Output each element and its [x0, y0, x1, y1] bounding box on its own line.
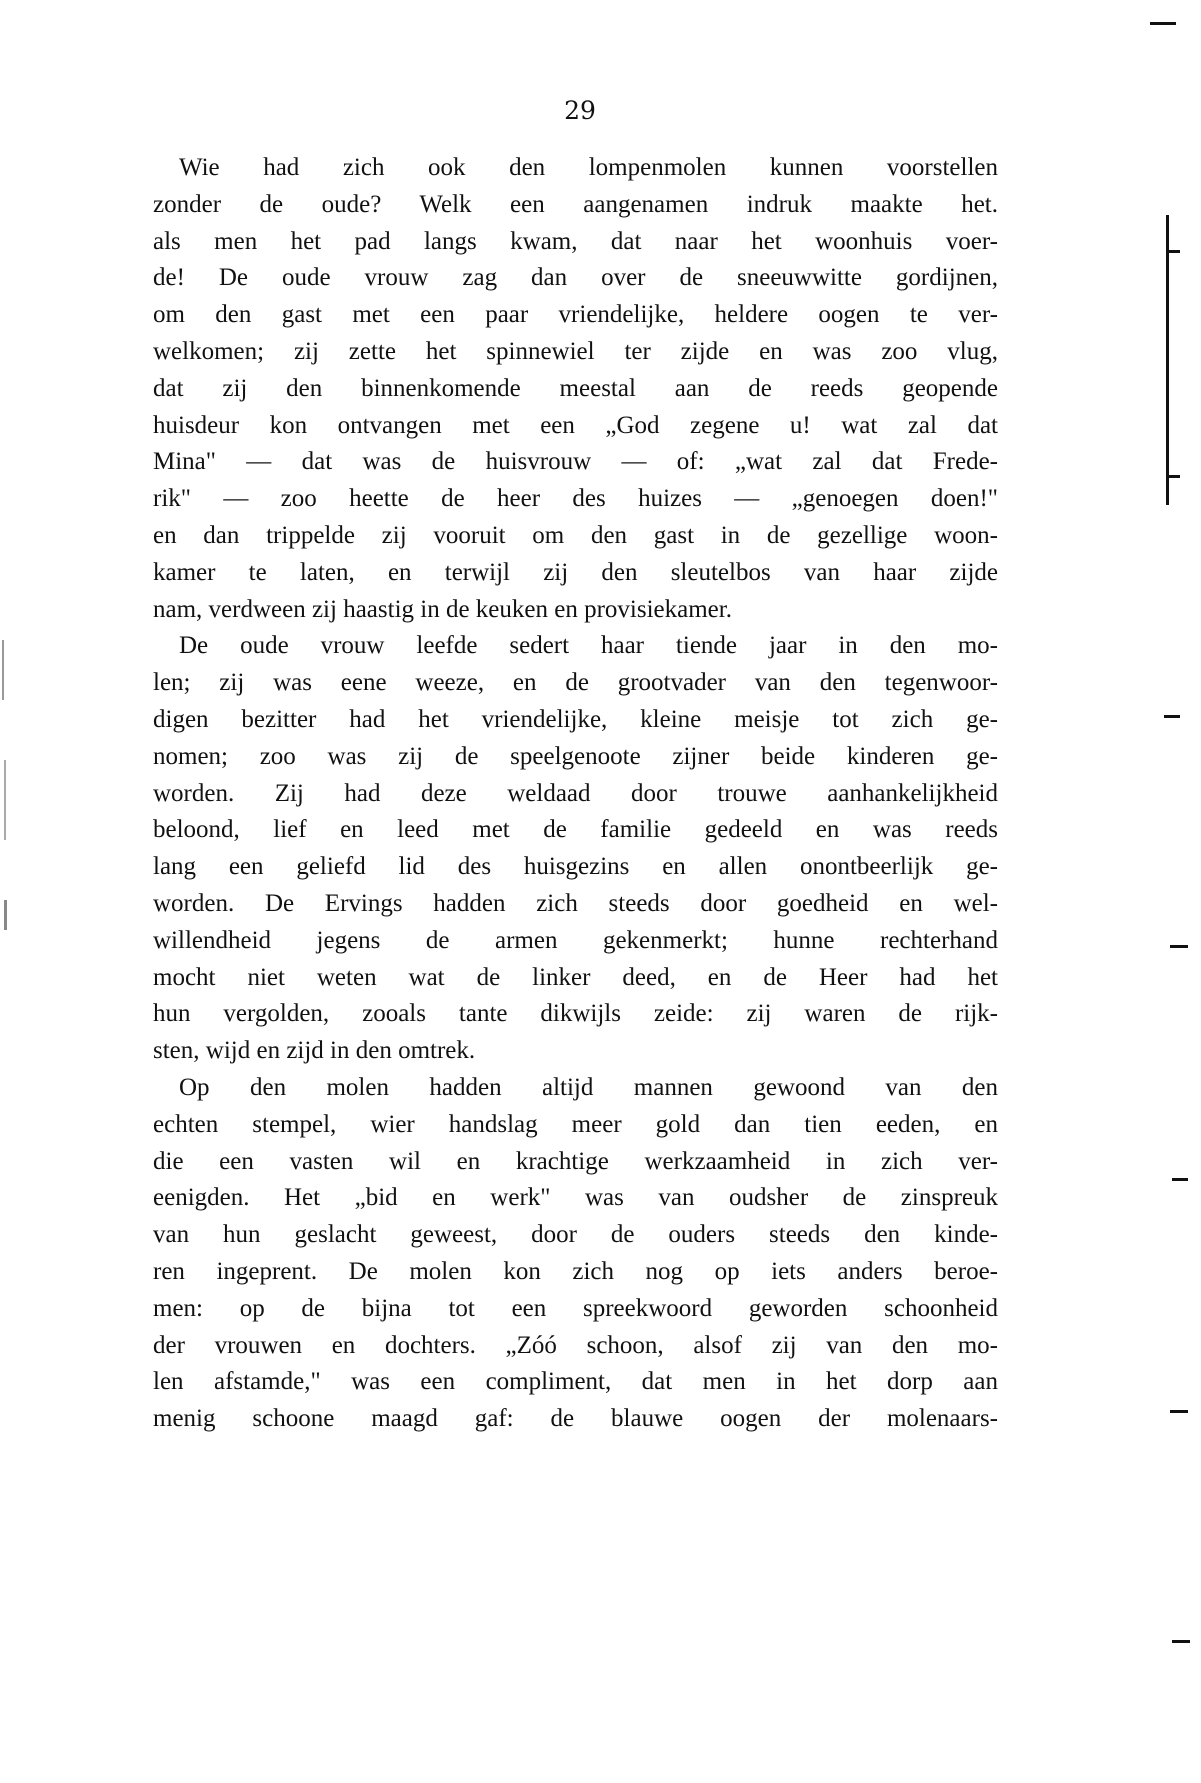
text-line: men: op de bijna tot een spreekwoord geworden schoonheid — [153, 1294, 998, 1322]
text-line: zonder de oude? Welk een aangenamen indruk maakte het. — [153, 190, 998, 218]
text-line: ren ingeprent. De molen kon zich nog op iets anders beroe- — [153, 1257, 998, 1285]
text-line: lang een geliefd lid des huisgezins en allen onontbeerlijk ge- — [153, 853, 998, 881]
text-line: nomen; zoo was zij de speelgenoote zijner beide kinderen ge- — [153, 742, 998, 770]
text-line: Mina" — dat was de huisvrouw — of: „wat zal dat Frede- — [153, 448, 998, 476]
text-line: worden. De Ervings hadden zich steeds door goedheid en wel- — [153, 889, 998, 917]
text-line: rik" — zoo heette de heer des huizes — „genoegen doen!" — [153, 485, 998, 513]
text-line: worden. Zij had deze weldaad door trouwe aanhankelijkheid — [153, 779, 998, 807]
text-line: willendheid jegens de armen gekenmerkt; hunne rechterhand — [153, 926, 998, 954]
text-line: echten stempel, wier handslag meer gold dan tien eeden, en — [153, 1110, 998, 1138]
text-line: digen bezitter had het vriendelijke, kleine meisje tot zich ge- — [153, 705, 998, 733]
text-line: kamer te laten, en terwijl zij den sleutelbos van haar zijde — [153, 558, 998, 586]
text-line: sten, wijd en zijd in den omtrek. — [153, 1037, 476, 1065]
scan-artifact — [1172, 1640, 1190, 1643]
scan-artifact — [4, 760, 6, 840]
text-line: huisdeur kon ontvangen met een „God zegene u! wat zal dat — [153, 411, 998, 439]
text-line: Op den molen hadden altijd mannen gewoond van den — [179, 1073, 998, 1101]
text-line: der vrouwen en dochters. „Zóó schoon, alsof zij van den mo- — [153, 1331, 998, 1359]
text-line: de! De oude vrouw zag dan over de sneeuwwitte gordijnen, — [153, 264, 998, 292]
scan-artifact — [1166, 215, 1169, 505]
text-line: len afstamde," was een compliment, dat men in het dorp aan — [153, 1368, 998, 1396]
text-line: menig schoone maagd gaf: de blauwe oogen der molenaars- — [153, 1405, 998, 1433]
text-line: Wie had zich ook den lompenmolen kunnen voorstellen — [179, 154, 998, 181]
text-line: en dan trippelde zij vooruit om den gast in de gezellige woon- — [153, 521, 998, 549]
scan-artifact — [1172, 1178, 1188, 1181]
scan-artifact — [1166, 250, 1180, 253]
page-number: 29 — [564, 96, 596, 125]
text-line: De oude vrouw leefde sedert haar tiende jaar in den mo- — [179, 632, 998, 660]
scan-artifact — [1150, 22, 1176, 25]
body-text — [153, 150, 998, 1438]
scan-artifact — [1170, 1410, 1188, 1413]
text-line: om den gast met een paar vriendelijke, heldere oogen te ver- — [153, 301, 998, 329]
text-line: als men het pad langs kwam, dat naar het woonhuis voer- — [153, 227, 998, 255]
scan-artifact — [1166, 475, 1180, 478]
scan-artifact — [1170, 945, 1188, 948]
scan-artifact — [2, 640, 4, 700]
scan-artifact — [4, 900, 7, 930]
scan-artifact — [1164, 715, 1180, 718]
text-line: beloond, lief en leed met de familie gedeeld en was reeds — [153, 816, 998, 844]
text-line: eenigden. Het „bid en werk" was van oudsher de zinspreuk — [153, 1184, 998, 1212]
text-line: die een vasten wil en krachtige werkzaamheid in zich ver- — [153, 1147, 998, 1175]
text-line: welkomen; zij zette het spinnewiel ter zijde en was zoo vlug, — [153, 337, 998, 365]
text-line: dat zij den binnenkomende meestal aan de reeds geopende — [153, 374, 998, 402]
text-line: hun vergolden, zooals tante dikwijls zeide: zij waren de rijk- — [153, 1000, 998, 1028]
text-line: van hun geslacht geweest, door de ouders steeds den kinde- — [153, 1221, 998, 1249]
text-line: len; zij was eene weeze, en de grootvader van den tegenwoor- — [153, 669, 998, 697]
text-line: nam, verdween zij haastig in de keuken en provisiekamer. — [153, 595, 732, 623]
text-line: mocht niet weten wat de linker deed, en de Heer had het — [153, 963, 998, 991]
